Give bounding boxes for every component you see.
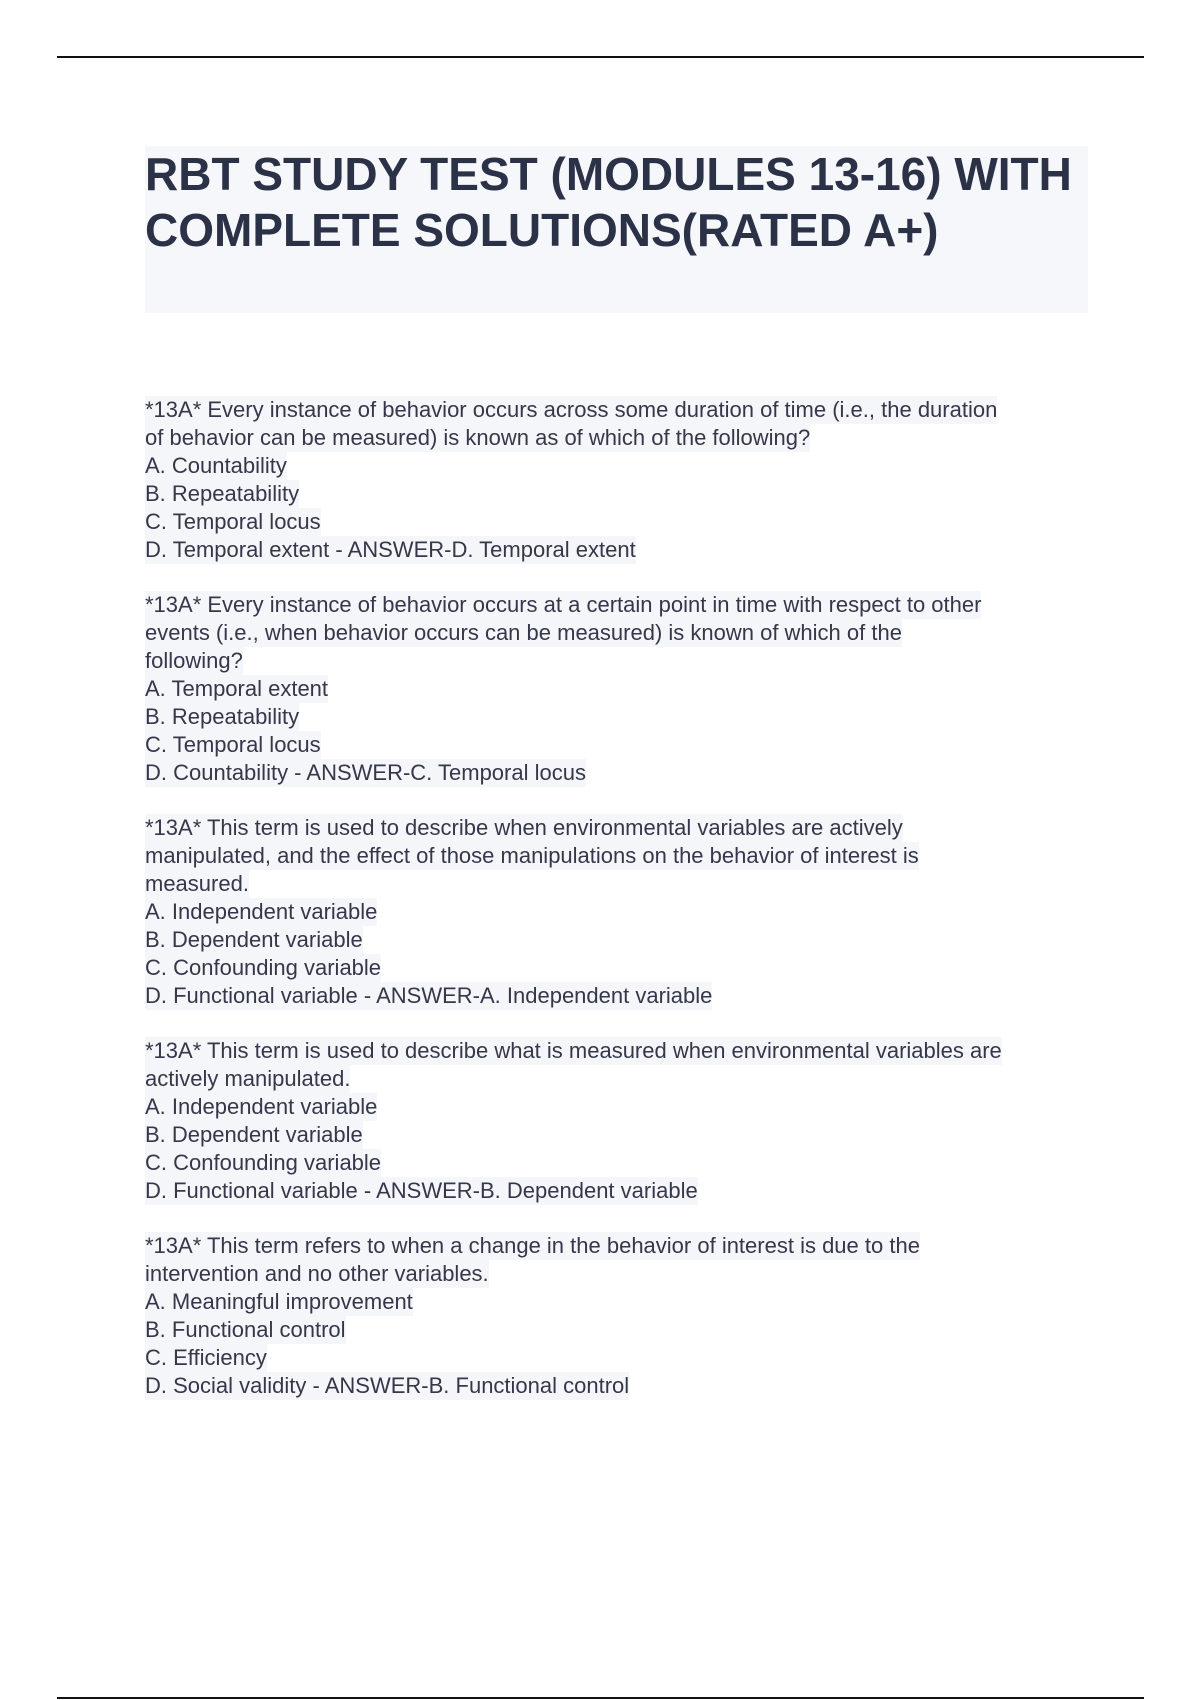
bottom-divider xyxy=(57,1697,1144,1699)
answer-option-with-solution: D. Social validity - ANSWER-B. Functional control xyxy=(145,1373,630,1398)
question-text-line: actively manipulated. xyxy=(145,1066,351,1091)
question-text-line: *13A* This term is used to describe what is measured when environmental variables are xyxy=(145,1038,1002,1063)
question-text-line: *13A* Every instance of behavior occurs at a certain point in time with respect to other xyxy=(145,592,982,617)
question-list xyxy=(145,396,1095,1427)
answer-option: A. Independent variable xyxy=(145,899,378,924)
question-text-line: events (i.e., when behavior occurs can be measured) is known of which of the xyxy=(145,620,902,645)
question-text-line: of behavior can be measured) is known as of which of the following? xyxy=(145,425,811,450)
answer-option: B. Dependent variable xyxy=(145,1122,363,1147)
answer-option: C. Temporal locus xyxy=(145,509,321,534)
answer-option: B. Dependent variable xyxy=(145,927,363,952)
answer-option: C. Confounding variable xyxy=(145,1150,382,1175)
answer-option: B. Repeatability xyxy=(145,481,300,506)
question-text-line: manipulated, and the effect of those manipulations on the behavior of interest is xyxy=(145,843,919,868)
question-block xyxy=(145,396,1095,564)
question-block xyxy=(145,814,1095,1010)
answer-option-with-solution: D. Temporal extent - ANSWER-D. Temporal extent xyxy=(145,537,636,562)
answer-option: C. Temporal locus xyxy=(145,732,321,757)
question-block xyxy=(145,1232,1095,1400)
question-block xyxy=(145,1037,1095,1205)
top-divider xyxy=(57,56,1144,58)
answer-option-with-solution: D. Functional variable - ANSWER-A. Independent variable xyxy=(145,983,713,1008)
answer-option: A. Temporal extent xyxy=(145,676,329,701)
answer-option: A. Countability xyxy=(145,453,287,478)
answer-option: A. Meaningful improvement xyxy=(145,1289,413,1314)
question-text-line: *13A* Every instance of behavior occurs across some duration of time (i.e., the duration xyxy=(145,397,998,422)
answer-option: C. Confounding variable xyxy=(145,955,382,980)
question-text-line: *13A* This term refers to when a change in the behavior of interest is due to the xyxy=(145,1233,920,1258)
page-title: RBT STUDY TEST (MODULES 13-16) WITH COMPLETE SOLUTIONS(RATED A+) xyxy=(145,148,1072,256)
answer-option-with-solution: D. Functional variable - ANSWER-B. Dependent variable xyxy=(145,1178,698,1203)
question-text-line: measured. xyxy=(145,871,249,896)
answer-option: B. Repeatability xyxy=(145,704,300,729)
question-text-line: following? xyxy=(145,648,243,673)
answer-option: A. Independent variable xyxy=(145,1094,378,1119)
question-block xyxy=(145,591,1095,787)
answer-option: B. Functional control xyxy=(145,1317,346,1342)
question-text-line: *13A* This term is used to describe when environmental variables are actively xyxy=(145,815,903,840)
answer-option: C. Efficiency xyxy=(145,1345,267,1370)
answer-option-with-solution: D. Countability - ANSWER-C. Temporal locus xyxy=(145,760,586,785)
question-text-line: intervention and no other variables. xyxy=(145,1261,489,1286)
